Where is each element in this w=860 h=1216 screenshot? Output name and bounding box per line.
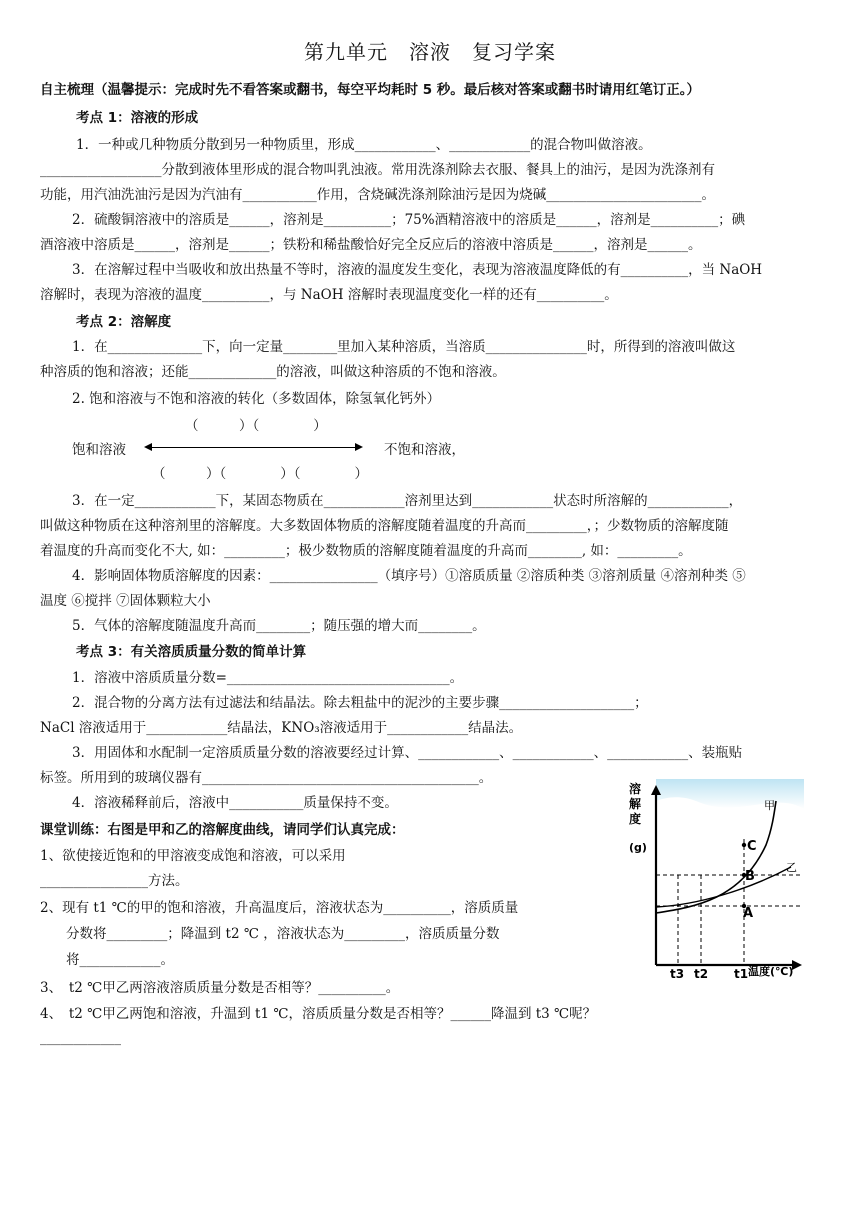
sec3-line: 4．溶液稀释前后，溶液中___________质量保持不变。: [72, 795, 398, 811]
sec2-line: 着温度的升高而变化不大, 如：_________；极少数物质的溶解度随着温度的升高而________, 如：_________。: [40, 543, 692, 559]
sec3-line: 1．溶液中溶质质量分数=_________________________________。: [72, 670, 464, 686]
conversion-arrow: [150, 447, 360, 448]
section-1-heading: 考点 1：溶液的形成: [76, 110, 199, 126]
point-a-label: A: [743, 906, 754, 921]
section-3-heading: 考点 3：有关溶质质量分数的简单计算: [76, 644, 307, 660]
sec2-line: 种溶质的饱和溶液；还能_____________的溶液，叫做这种溶质的不饱和溶液。: [40, 364, 506, 380]
sec2-line: 叫做这种物质在这种溶剂里的溶解度。大多数固体物质的溶解度随着温度的升高而_________，；少数物质的溶解度随: [40, 518, 729, 534]
question-2: 2、现有 t1 ℃的甲的饱和溶液，升高温度后，溶液状态为__________，溶质质量: [40, 900, 519, 916]
sec3-line: 3．用固体和水配制一定溶质质量分数的溶液要经过计算、____________、____________、____________、装瓶贴: [72, 745, 743, 761]
sec2-line: 2. 饱和溶液与不饱和溶液的转化（多数固体，除氢氧化钙外）: [72, 391, 441, 407]
sec3-line: NaCl 溶液适用于____________结晶法，KNO₃溶液适用于____________结晶法。: [40, 720, 523, 736]
sec1-line: 溶解时，表现为溶液的温度__________，与 NaOH 溶解时表现温度变化一样的还有__________。: [40, 287, 618, 303]
x-axis-label: 温度(℃): [748, 965, 794, 978]
sec1-line: 酒溶液中溶质是______，溶剂是______；铁粉和稀盐酸恰好完全反应后的溶液中溶质是______，溶剂是______。: [40, 237, 702, 253]
page-title: 第九单元 溶液 复习学案: [304, 40, 556, 64]
question-2-cont: 将____________。: [66, 952, 174, 968]
question-3: 3、 t2 ℃甲乙两溶液溶质质量分数是否相等？__________。: [40, 980, 400, 996]
intro-note: 自主梳理（温馨提示：完成时先不看答案或翻书，每空平均耗时 5 秒。最后核对答案或翻书时请用红笔订正。）: [40, 82, 701, 98]
sec2-line: 4．影响固体物质溶解度的因素：________________（填序号）①溶质质量 ②溶质种类 ③溶剂质量 ④溶剂种类 ⑤: [72, 568, 746, 584]
sec3-line: 标签。所用到的玻璃仪器有_________________________________________。: [40, 770, 493, 786]
solubility-curve-graph: [626, 779, 804, 979]
sec2-line: 3．在一定____________下，某固态物质在____________溶剂里达到____________状态时所溶解的____________，: [72, 493, 743, 509]
series-label-yi: 乙: [786, 861, 797, 874]
series-label-jia: 甲: [764, 799, 775, 812]
y-unit: (g): [629, 841, 647, 854]
tick-t3: t3: [670, 967, 685, 979]
arrow-left-icon: [144, 443, 152, 451]
sec1-line: 1．一种或几种物质分散到另一种物质里，形成____________、____________的混合物叫做溶液。: [76, 137, 652, 153]
point-c-label: C: [747, 839, 757, 854]
point-b-label: B: [745, 869, 755, 884]
sec1-line: 3．在溶解过程中当吸收和放出热量不等时，溶液的温度发生变化，表现为溶液温度降低的有__________，当 NaOH: [72, 262, 763, 278]
question-1: 1、欲使接近饱和的甲溶液变成饱和溶液，可以采用: [40, 848, 346, 864]
conversion-bottom-parens: （ ）（ ）（ ）: [152, 466, 368, 482]
y-label-char: 溶解度: [629, 782, 642, 826]
question-4: 4、 t2 ℃甲乙两饱和溶液，升温到 t1 ℃，溶质质量分数是否相等？______降温到 t3 ℃呢？: [40, 1006, 597, 1022]
sec1-line: 功能，用汽油洗油污是因为汽油有___________作用，含烧碱洗涤剂除油污是因为烧碱_______________________。: [40, 187, 715, 203]
saturated-label: 饱和溶液: [72, 442, 126, 458]
sec3-line: 2．混合物的分离方法有过滤法和结晶法。除去粗盐中的泥沙的主要步骤____________________；: [72, 695, 648, 711]
arrow-right-icon: [355, 443, 363, 451]
sec1-line: 2．硫酸铜溶液中的溶质是______，溶剂是__________；75%酒精溶液中的溶质是______，溶剂是__________；碘: [72, 212, 746, 228]
practice-heading: 课堂训练：右图是甲和乙的溶解度曲线，请同学们认真完成：: [40, 822, 405, 838]
question-4-blank: ____________: [40, 1030, 121, 1046]
conversion-top-parens: （ ）（ ）: [185, 418, 327, 434]
sec1-line: __________________分散到液体里形成的混合物叫乳浊液。常用洗涤剂除去衣服、餐具上的油污，是因为洗涤剂有: [40, 162, 715, 178]
sec2-line: 温度 ⑥搅拌 ⑦固体颗粒大小: [40, 593, 211, 609]
tick-t1: t1: [734, 967, 749, 979]
sec2-line: 1．在______________下，向一定量________里加入某种溶质，当溶质_______________时，所得到的溶液叫做这: [72, 339, 736, 355]
point-c: [742, 843, 746, 847]
question-1-cont: ________________方法。: [40, 873, 189, 889]
tick-t2: t2: [694, 967, 709, 979]
question-2-cont: 分数将_________；降温到 t2 ℃ ，溶液状态为_________，溶质质量分数: [66, 926, 500, 942]
sec2-line: 5．气体的溶解度随温度升高而________；随压强的增大而________。: [72, 618, 486, 634]
unsaturated-label: 不饱和溶液，: [384, 442, 465, 458]
section-2-heading: 考点 2：溶解度: [76, 314, 172, 330]
